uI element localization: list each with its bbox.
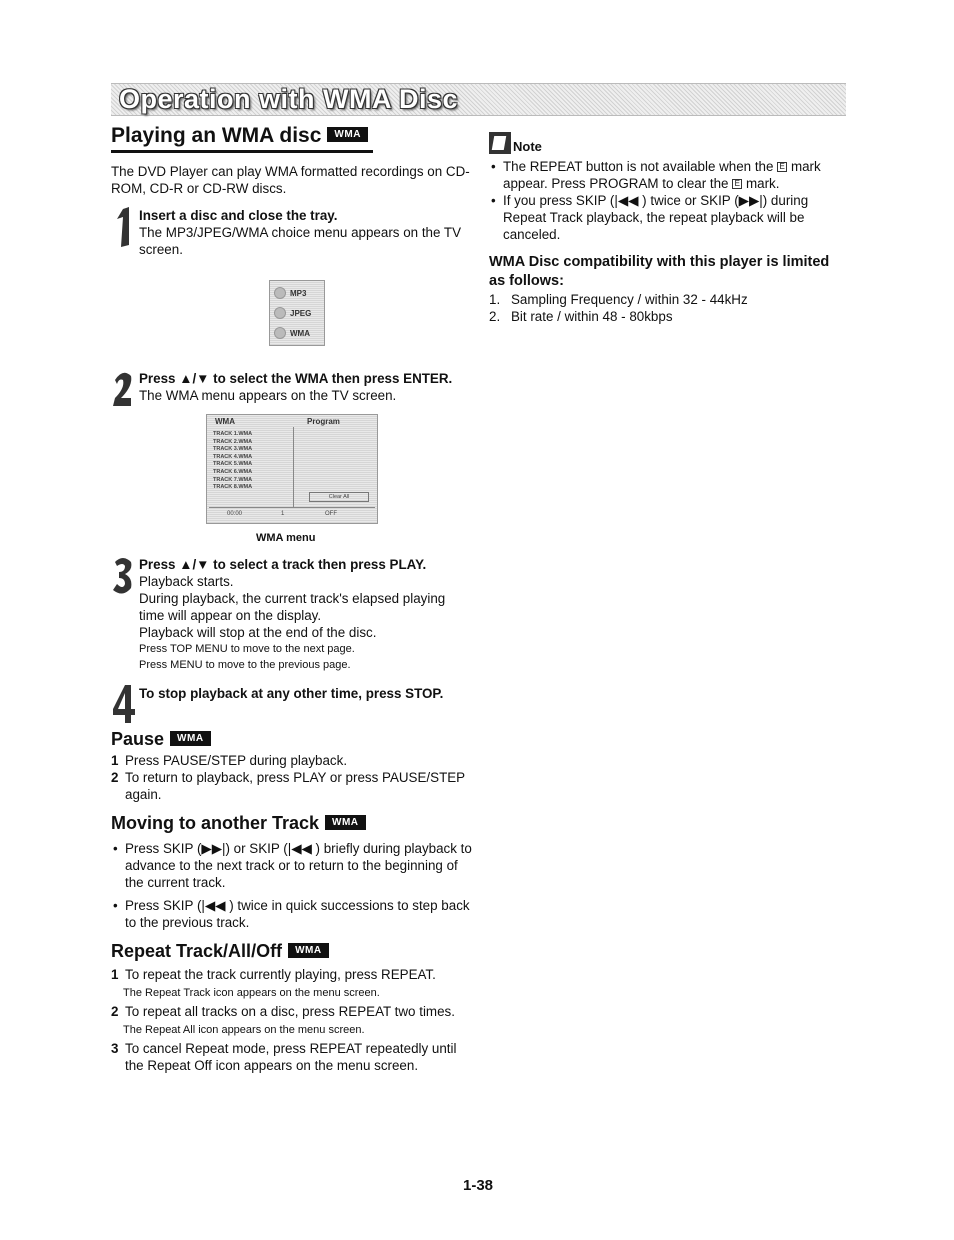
- footer-track: 1: [281, 511, 285, 517]
- choice-jpeg: JPEG: [290, 309, 312, 318]
- repeat-section: [111, 941, 473, 1074]
- list-item: 3 To cancel Repeat mode, press REPEAT repeatedly until the Repeat Off icon appears on the menu screen.: [111, 1041, 457, 1073]
- step-2-title: Press ▲/▼ to select the WMA then press ENTER.: [139, 371, 453, 386]
- list-item: 1 Press PAUSE/STEP during playback.: [111, 753, 348, 768]
- program-screen-header: Program: [307, 417, 340, 426]
- step-3-line-1: Playback starts.: [139, 574, 234, 589]
- pause-section: [111, 729, 473, 803]
- wma-track-list: [213, 431, 291, 492]
- section-banner: [111, 83, 846, 116]
- step-3-number-icon: [111, 554, 135, 598]
- wma-menu-caption: WMA menu: [256, 532, 316, 544]
- step-3-line-2: During playback, the current track's elapsed playing time will appear on the display.: [139, 591, 446, 623]
- repeat-title: Repeat Track/All/Off: [111, 941, 283, 961]
- list-item: TRACK 7.WMA: [213, 476, 253, 483]
- e-mark-icon: E: [777, 162, 787, 172]
- step-4-number-icon: [111, 683, 135, 727]
- choice-wma: WMA: [290, 329, 310, 338]
- step-4: [111, 685, 473, 725]
- mp3-icon: [274, 287, 286, 299]
- list-item: TRACK 1.WMA: [213, 431, 253, 437]
- list-item: 1 To repeat the track currently playing, press REPEAT.: [111, 967, 436, 982]
- repeat-note-1: The Repeat Track icon appears on the menu screen.: [123, 987, 380, 999]
- jpeg-icon: [274, 307, 286, 319]
- pause-title: Pause: [111, 729, 165, 749]
- left-column: [111, 124, 473, 1074]
- note-label: Note: [513, 139, 542, 154]
- footer-time: 00:00: [227, 511, 243, 517]
- step-3-note-1: Press TOP MENU to move to the next page.: [139, 643, 355, 655]
- step-2-number-icon: [111, 368, 135, 412]
- wma-icon: [274, 327, 286, 339]
- e-mark-icon: E: [732, 179, 742, 189]
- moving-title: Moving to another Track: [111, 813, 320, 833]
- choice-mp3: MP3: [290, 289, 307, 298]
- list-item: TRACK 8.WMA: [213, 484, 253, 491]
- repeat-note-2: The Repeat All icon appears on the menu screen.: [123, 1024, 365, 1036]
- list-item: 1. Sampling Frequency / within 32 - 44kHz: [489, 292, 748, 307]
- list-item: TRACK 4.WMA: [213, 453, 253, 460]
- footer-repeat: OFF: [325, 511, 337, 517]
- list-item: 2 To return to playback, press PLAY or press PAUSE/STEP again.: [111, 770, 465, 802]
- step-1-number-icon: [111, 205, 135, 249]
- panel-divider: [293, 427, 294, 507]
- list-item: • The REPEAT button is not available when the E mark appear. Press PROGRAM to clear the E mark.: [489, 158, 849, 192]
- step-2-text: The WMA menu appears on the TV screen.: [139, 388, 397, 403]
- step-1: [111, 207, 473, 258]
- wma-screen-footer: [209, 507, 375, 521]
- page-number: 1-38: [463, 1177, 494, 1194]
- compat-title: WMA Disc compatibility with this player is limited as follows:: [489, 254, 830, 289]
- wma-badge: WMA: [325, 815, 366, 830]
- wma-menu-screenshot: [206, 414, 378, 524]
- wma-badge: WMA: [288, 943, 329, 958]
- list-item: • Press SKIP (|◀◀ ) twice in quick successions to step back to the previous track.: [111, 897, 473, 931]
- choice-menu-screenshot: [269, 280, 325, 346]
- playing-heading: [111, 124, 473, 153]
- wma-badge: WMA: [327, 127, 368, 142]
- list-item: • If you press SKIP (|◀◀ ) twice or SKIP (▶▶|) during Repeat Track playback, the repeat playback will be canceled.: [489, 192, 849, 243]
- step-3: [111, 556, 473, 673]
- banner-title: Operation with WMA Disc: [119, 84, 459, 114]
- playing-intro: The DVD Player can play WMA formatted recordings on CD-ROM, CD-R or CD-RW discs.: [111, 164, 470, 196]
- step-3-line-3: Playback will stop at the end of the disc.: [139, 625, 377, 640]
- list-item: TRACK 5.WMA: [213, 461, 253, 468]
- step-1-title: Insert a disc and close the tray.: [139, 208, 338, 223]
- list-item: 2. Bit rate / within 48 - 80kbps: [489, 309, 673, 324]
- list-item: TRACK 6.WMA: [213, 468, 253, 475]
- step-3-title: Press ▲/▼ to select a track then press PLAY.: [139, 557, 427, 572]
- playing-title: Playing an WMA disc: [111, 124, 322, 147]
- step-1-text: The MP3/JPEG/WMA choice menu appears on the TV screen.: [139, 225, 462, 257]
- right-column: [489, 132, 849, 325]
- wma-screen-header: WMA: [215, 417, 235, 426]
- wma-badge: WMA: [170, 731, 211, 746]
- step-2: [111, 370, 473, 404]
- list-item: TRACK 3.WMA: [213, 446, 253, 453]
- step-3-note-2: Press MENU to move to the previous page.: [139, 659, 351, 671]
- step-4-title: To stop playback at any other time, press STOP.: [139, 686, 444, 701]
- clear-all-label: Clear All: [309, 492, 369, 502]
- list-item: 2 To repeat all tracks on a disc, press REPEAT two times.: [111, 1004, 455, 1019]
- note-icon: [489, 132, 511, 154]
- list-item: TRACK 2.WMA: [213, 438, 253, 445]
- note-heading: [489, 132, 849, 154]
- list-item: • Press SKIP (▶▶|) or SKIP (|◀◀ ) briefly during playback to advance to the next track or to return to the beginning of the current track.: [111, 840, 473, 891]
- moving-section: [111, 813, 473, 931]
